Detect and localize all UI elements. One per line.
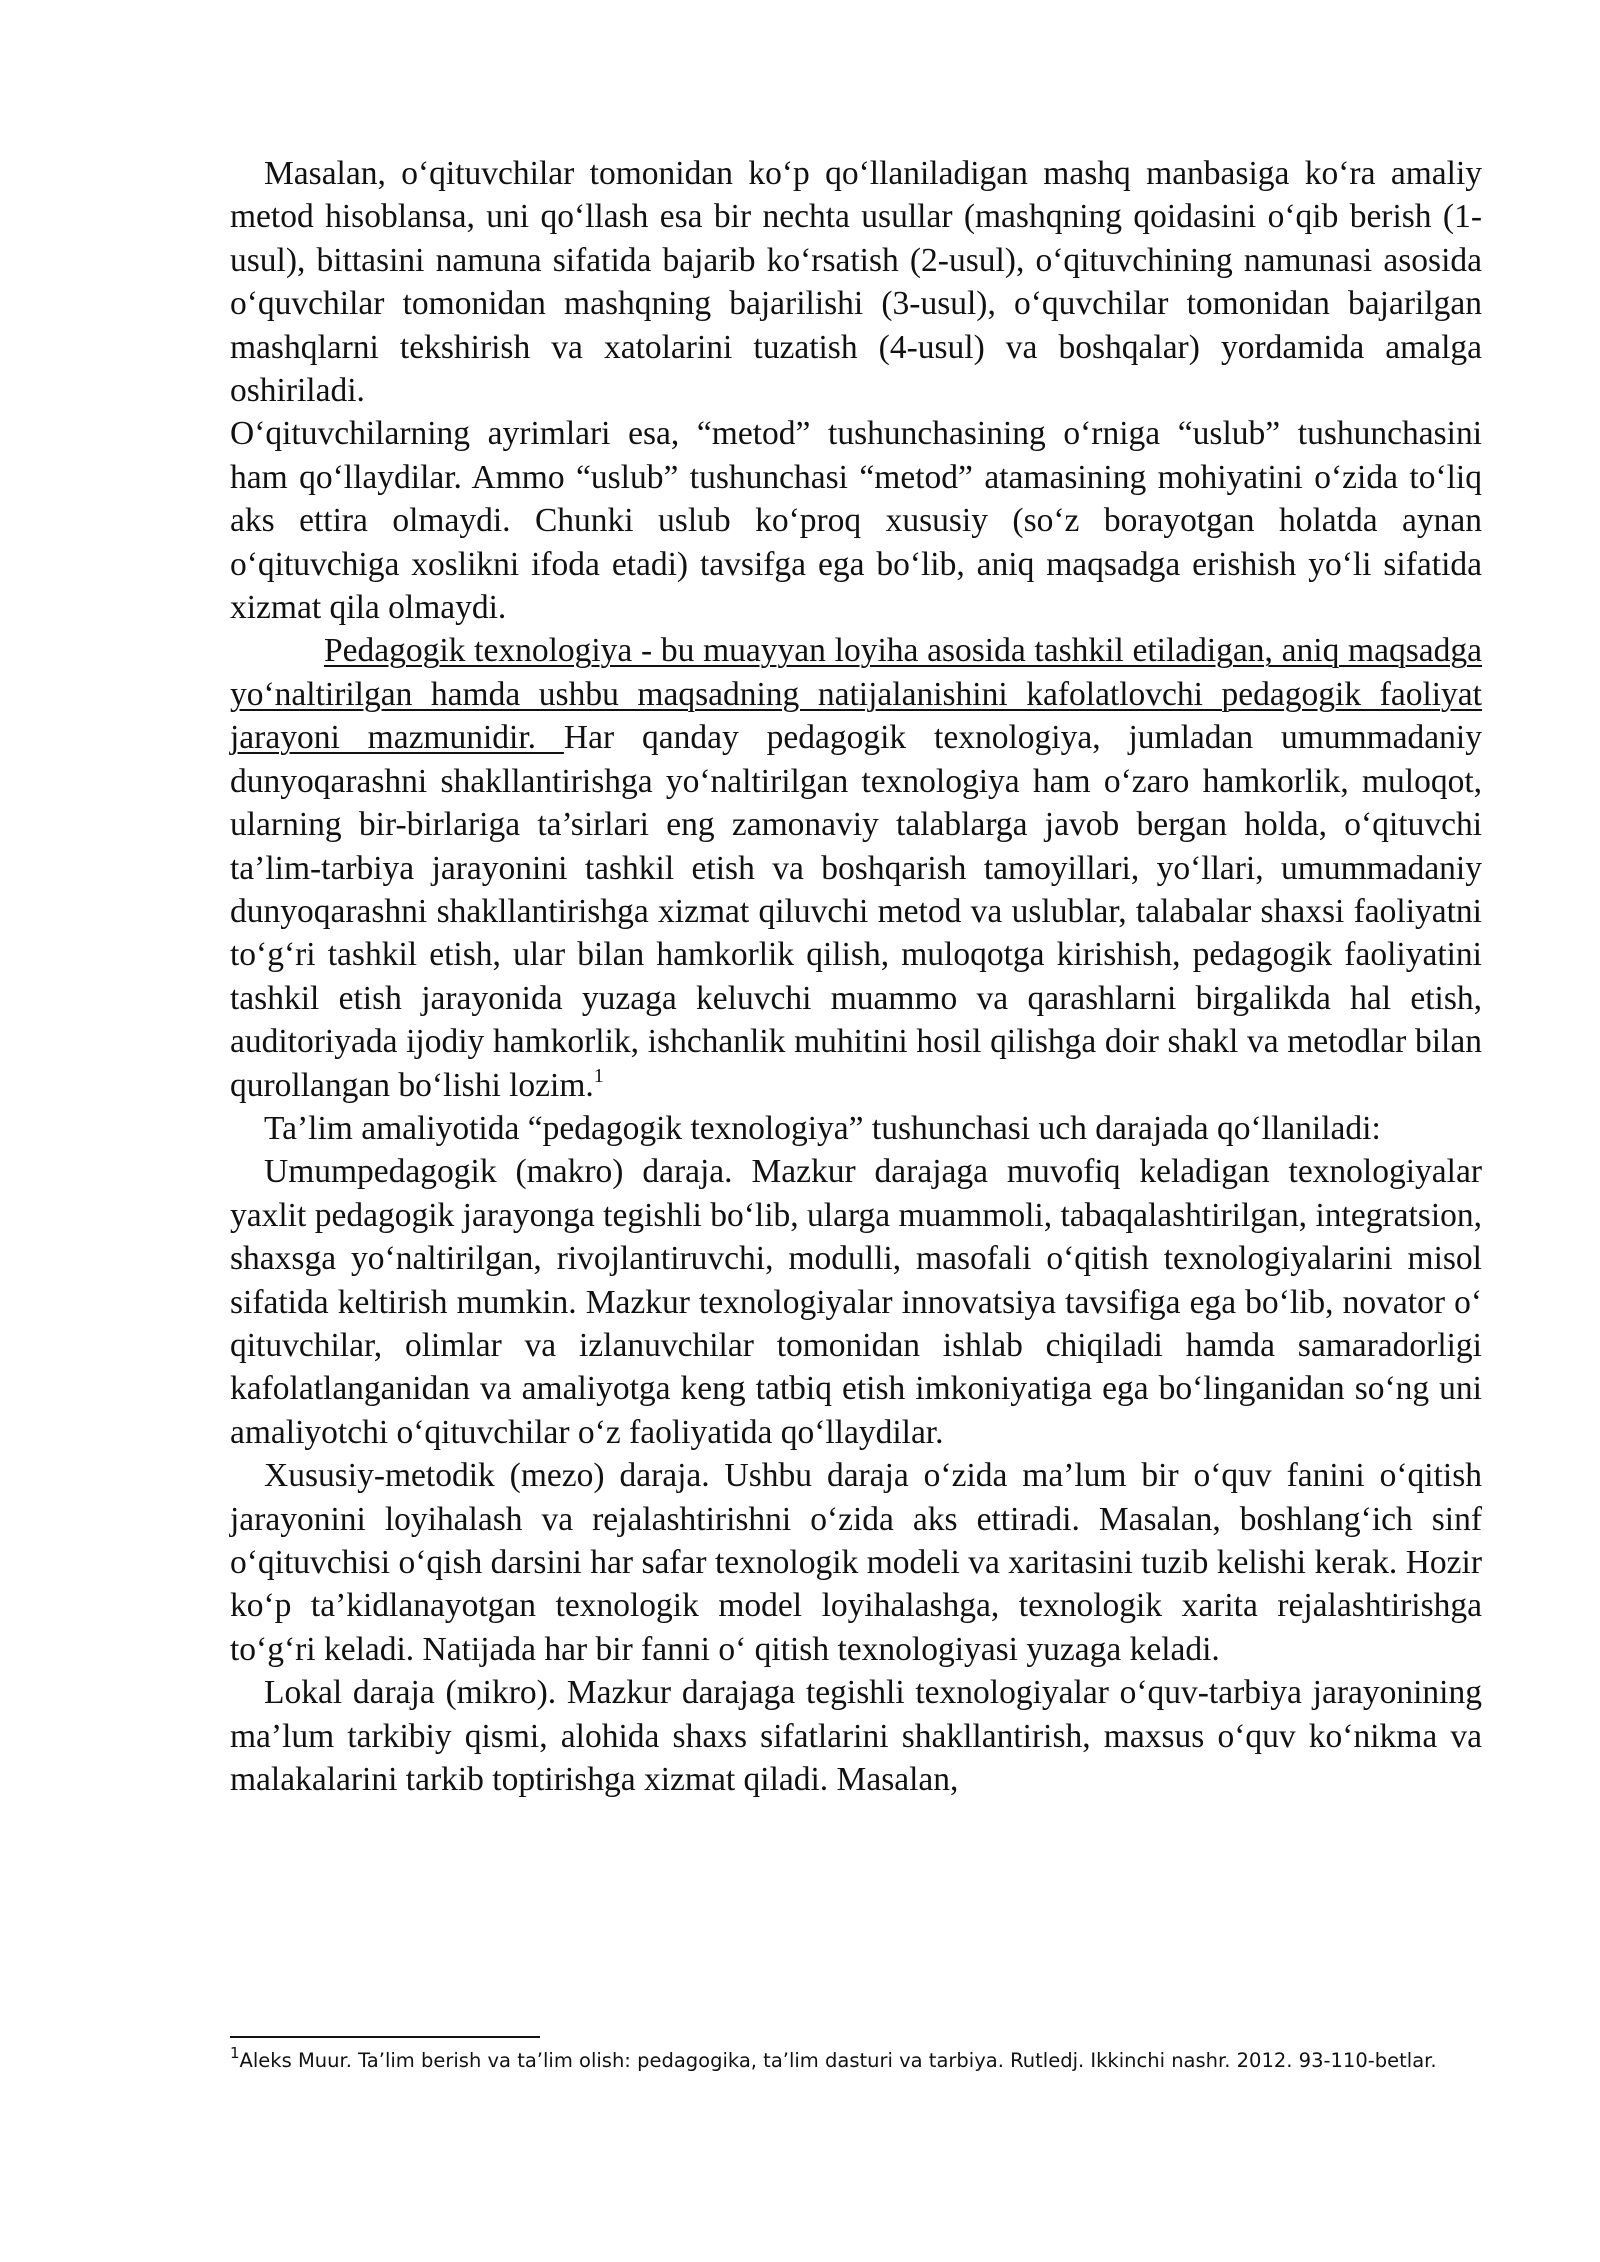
footnote-separator [230, 2036, 540, 2038]
definition-underlined: Pedagogik texnologiya - bu muayyan loyiha asosida tashkil etiladigan, aniq maqsadga yo‘naltirilgan hamda ushbu maqsadning natijalanishini kafolatlovchi pedagogik faoliyat jarayoni mazmunidir. [230, 632, 1482, 757]
paragraph-micro-level: Lokal daraja (mikro). Mazkur darajaga tegishli texnologiyalar o‘quv-tarbiya jarayonining ma’lum tarkibiy qismi, alohida shaxs sifatlarini shakllantirish, maxsus o‘quv ko‘nikma va malakalarini tarkib toptirishga xizmat qiladi. Masalan, [230, 1674, 1482, 1799]
paragraph-method-example: Masalan, o‘qituvchilar tomonidan ko‘p qo‘llaniladigan mashq manbasiga ko‘ra amaliy metod hisoblansa, uni qo‘llash esa bir nechta usullar (mashqning qoidasini o‘qib berish (1-usul), bittasini namuna sifatida bajarib ko‘rsatish (2-usul), o‘qituvchining namunasi asosida o‘quvchilar tomonidan mashqning bajarilishi (3-usul), o‘quvchilar tomonidan bajarilgan mashqlarni tekshirish va xatolarini tuzatish (4-usul) va boshqalar) yordamida amalga oshiriladi. [230, 155, 1482, 410]
paragraph-macro-level: Umumpedagogik (makro) daraja. Mazkur darajaga muvofiq keladigan texnologiyalar yaxlit pedagogik jarayonga tegishli bo‘lib, ularga muammoli, tabaqalashtirilgan, integratsion, shaxsga yo‘naltirilgan, rivojlantiruvchi, modulli, masofali o‘qitish texnologiyalarini misol sifatida keltirish mumkin. Mazkur texnologiyalar innovatsiya tavsifiga ega bo‘lib, novator o‘ qituvchilar, olimlar va izlanuvchilar tomonidan ishlab chiqiladi hamda samaradorligi kafolatlanganidan va amaliyotga keng tatbiq etish imkoniyatiga ega bo‘linganidan so‘ng uni amaliyotchi o‘qituvchilar o‘z faoliyatida qo‘llaydilar. [230, 1153, 1482, 1451]
paragraph-three-levels: Ta’lim amaliyotida “pedagogik texnologiya” tushunchasi uch darajada qo‘llaniladi: [264, 1109, 1381, 1147]
paragraph-pedagogical-technology-text: Har qanday pedagogik texnologiya, jumladan umummadaniy dunyoqarashni shakllantirishga yo‘naltirilgan texnologiya ham o‘zaro hamkorlik, muloqot, ularning bir-birlariga ta’sirlari eng zamonaviy talablarga javob bergan holda, o‘qituvchi ta’lim-tarbiya jarayonini tashkil etish va boshqarish tamoyillari, yo‘llari, umummadaniy dunyoqarashni shakllantirishga xizmat qiluvchi metod va uslublar, talabalar shaxsi faoliyatni to‘g‘ri tashkil etish, ular bilan hamkorlik qilish, muloqotga kirishish, pedagogik faoliyatini tashkil etish jarayonida yuzaga keluvchi muammo va qarashlarni birgalikda hal etish, auditoriyada ijodiy hamkorlik, ishchanlik muhitini hosil qilishga doir shakl va metodlar bilan qurollangan bo‘lishi lozim. [230, 719, 1482, 1104]
footnote [230, 2046, 1490, 2076]
footnote-reference[interactable]: 1 [593, 1064, 604, 1087]
body-text [230, 152, 1482, 1801]
paragraph-uslub-term: O‘qituvchilarning ayrimlari esa, “metod” tushunchasining o‘rniga “uslub” tushunchasini ham qo‘llaydilar. Ammo “uslub” tushunchasi “metod” atamasining mohiyatini o‘zida to‘liq aks ettira olmaydi. Chunki uslub ko‘proq xususiy (so‘z borayotgan holatda aynan o‘qituvchiga xoslikni ifoda etadi) tavsifga ega bo‘lib, aniq maqsadga erishish yo‘li sifatida xizmat qila olmaydi. [230, 415, 1482, 627]
paragraph-pedagogical-technology [230, 629, 1482, 1106]
paragraph-mezo-level: Xususiy-metodik (mezo) daraja. Ushbu daraja o‘zida ma’lum bir o‘quv fanini o‘qitish jarayonini loyihalash va rejalashtirishni o‘zida aks ettiradi. Masalan, boshlang‘ich sinf o‘qituvchisi o‘qish darsini har safar texnologik modeli va xaritasini tuzib kelishi kerak. Hozir ko‘p ta’kidlanayotgan texnologik model loyihalashga, texnologik xarita rejalashtirishga to‘g‘ri keladi. Natijada har bir fanni o‘ qitish texnologiyasi yuzaga keladi. [230, 1457, 1482, 1668]
footnote-marker: 1 [230, 2044, 240, 2062]
footnote-text: Aleks Muur. Ta’lim berish va ta’lim olish: pedagogika, ta’lim dasturi va tarbiya. Rutledj. Ikkinchi nashr. 2012. 93-110-betlar. [239, 2049, 1437, 2072]
